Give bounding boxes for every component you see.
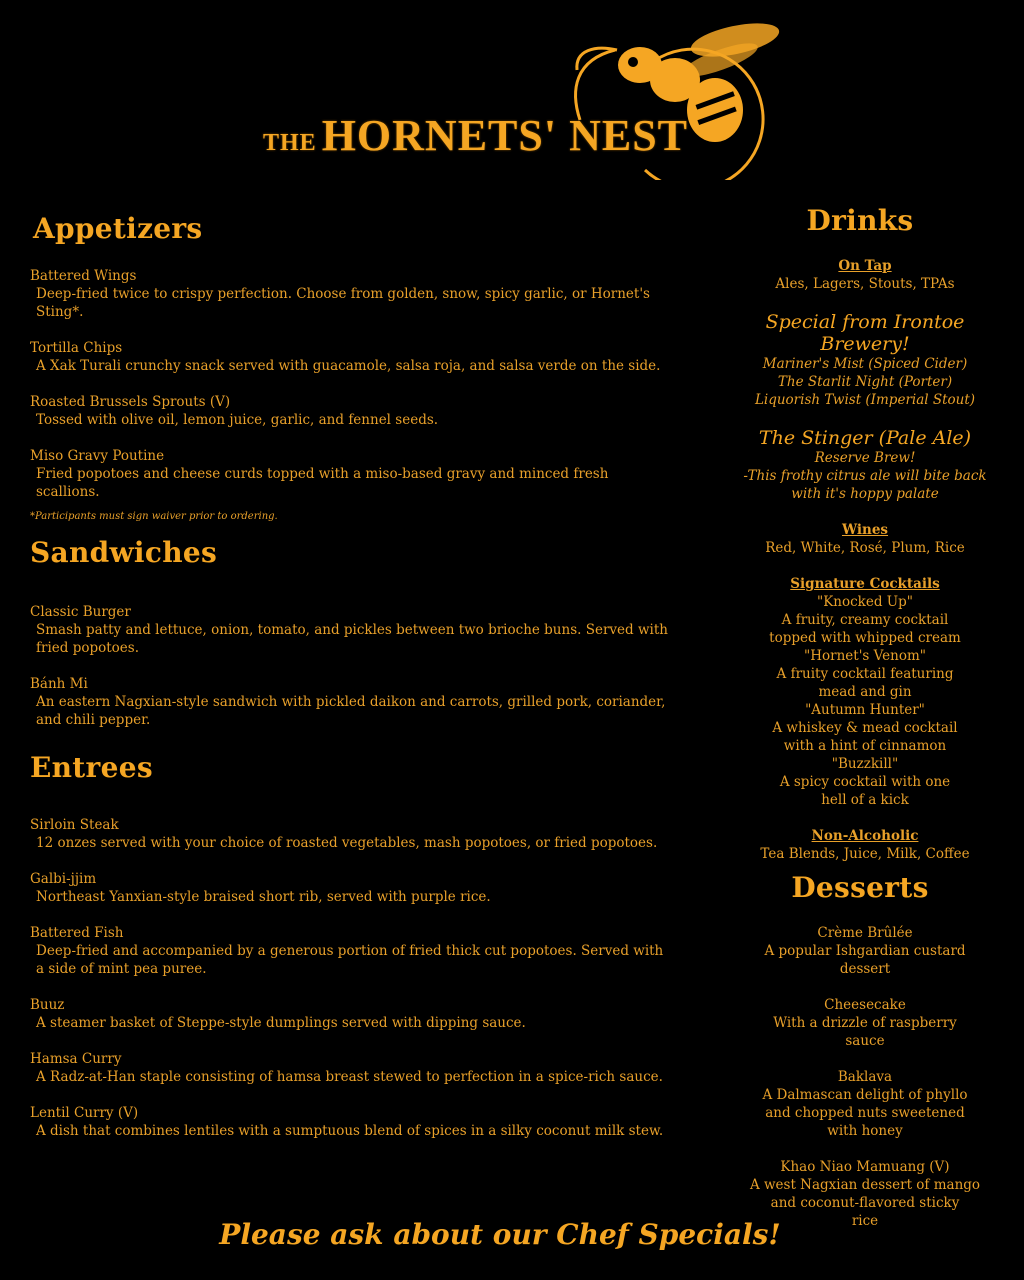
non-alcoholic-heading: Non-Alcoholic: [811, 828, 919, 844]
on-tap-text: Ales, Lagers, Stouts, TPAs: [775, 276, 955, 292]
cocktail-line: "Buzzkill": [831, 756, 899, 772]
cocktail-line: "Knocked Up": [816, 594, 913, 610]
menu-item: [30, 339, 670, 375]
dessert-item: [730, 996, 1000, 1050]
menu-item-description: 12 onzes served with your choice of roasted vegetables, mash popotoes, or fried popotoes.: [36, 835, 658, 851]
dessert-description-line: and coconut-flavored sticky: [770, 1195, 960, 1211]
cocktail-line: hell of a kick: [821, 792, 909, 808]
dessert-description-line: dessert: [839, 961, 891, 977]
menu-item: [30, 1104, 670, 1140]
special-line: Mariner's Mist (Spiced Cider): [762, 356, 968, 372]
menu-item: [30, 816, 670, 852]
drinks-heading: Drinks: [806, 204, 914, 237]
menu-item: [30, 996, 670, 1032]
menu-item-name: Buuz: [30, 997, 65, 1013]
entrees-heading: Entrees: [30, 751, 153, 784]
stinger-line: Reserve Brew!: [814, 450, 916, 466]
right-column: [730, 200, 1000, 1248]
cocktails-section: [730, 575, 1000, 809]
cocktail-line: A spicy cocktail with one: [779, 774, 951, 790]
menu-item-name: Miso Gravy Poutine: [30, 448, 165, 464]
menu-item-name: Galbi-jjim: [30, 871, 97, 887]
cocktail-line: A fruity, creamy cocktail: [781, 612, 949, 628]
cocktails-heading: Signature Cocktails: [790, 576, 940, 592]
menu-item-description: Deep-fried and accompanied by a generous portion of fried thick cut popotoes. Served with a side of mint pea puree.: [36, 943, 664, 977]
dessert-description-line: With a drizzle of raspberry: [773, 1015, 957, 1031]
menu-item: [30, 603, 670, 657]
non-alcoholic-section: [730, 827, 1000, 863]
cocktail-lines: [730, 593, 1000, 809]
dessert-description-line: sauce: [845, 1033, 885, 1049]
dessert-description-line: rice: [851, 1213, 879, 1229]
special-line: Liquorish Twist (Imperial Stout): [754, 392, 976, 408]
menu-item-description: A Radz-at-Han staple consisting of hamsa breast stewed to perfection in a spice-rich sauce.: [36, 1069, 663, 1085]
non-alcoholic-text: Tea Blends, Juice, Milk, Coffee: [760, 846, 970, 862]
chef-specials-footer: Please ask about our Chef Specials!: [219, 1218, 781, 1251]
menu-item: [30, 870, 670, 906]
stinger-section: [730, 427, 1000, 503]
menu-item: [30, 675, 670, 729]
dessert-name: Crème Brûlée: [817, 925, 913, 941]
logo-the: THE: [263, 130, 317, 156]
dessert-description-line: A popular Ishgardian custard: [764, 943, 966, 959]
cocktail-line: topped with whipped cream: [769, 630, 961, 646]
on-tap-heading: On Tap: [838, 258, 892, 274]
dessert-description-line: A west Nagxian dessert of mango: [749, 1177, 981, 1193]
cocktail-line: "Hornet's Venom": [804, 648, 926, 664]
appetizers-list: [30, 267, 670, 501]
menu-item-description: A Xak Turali crunchy snack served with guacamole, salsa roja, and salsa verde on the side.: [36, 358, 661, 374]
dessert-description-line: and chopped nuts sweetened: [765, 1105, 965, 1121]
wines-section: [730, 521, 1000, 557]
stinger-heading: The Stinger (Pale Ale): [758, 427, 972, 449]
menu-item-name: Bánh Mi: [30, 676, 88, 692]
menu-item: [30, 924, 670, 978]
special-line: The Starlit Night (Porter): [777, 374, 953, 390]
special-section: [730, 311, 1000, 409]
dessert-name: Baklava: [837, 1069, 893, 1085]
entrees-list: [30, 816, 670, 1140]
on-tap-section: [730, 257, 1000, 293]
menu-item-description: Northeast Yanxian-style braised short rib, served with purple rice.: [36, 889, 491, 905]
menu-item: [30, 393, 670, 429]
logo: [255, 10, 785, 185]
menu-item-description: An eastern Nagxian-style sandwich with pickled daikon and carrots, grilled pork, coriander, and chili pepper.: [36, 694, 666, 728]
desserts-heading: Desserts: [791, 871, 929, 904]
stinger-line: with it's hoppy palate: [791, 486, 939, 502]
menu-item-name: Hamsa Curry: [30, 1051, 122, 1067]
menu-item-name: Roasted Brussels Sprouts (V): [30, 394, 231, 410]
cocktail-line: "Autumn Hunter": [805, 702, 925, 718]
sandwiches-heading: Sandwiches: [30, 536, 218, 569]
dessert-name: Cheesecake: [824, 997, 906, 1013]
menu-item: [30, 447, 670, 501]
menu-item-name: Tortilla Chips: [30, 340, 123, 356]
dessert-item: [730, 1068, 1000, 1140]
dessert-name: Khao Niao Mamuang (V): [780, 1159, 950, 1175]
menu-item: [30, 1050, 670, 1086]
dessert-item: [730, 924, 1000, 978]
dessert-description-line: with honey: [827, 1123, 903, 1139]
wines-text: Red, White, Rosé, Plum, Rice: [765, 540, 965, 556]
appetizers-heading: Appetizers: [33, 212, 203, 245]
cocktail-line: A fruity cocktail featuring: [776, 666, 954, 682]
desserts-list: [730, 924, 1000, 1230]
sandwiches-list: [30, 603, 670, 729]
menu-item-name: Classic Burger: [30, 604, 131, 620]
waiver-note: *Participants must sign waiver prior to ordering.: [30, 511, 278, 522]
menu-item-name: Battered Fish: [30, 925, 124, 941]
special-heading: Special from Irontoe Brewery!: [765, 311, 965, 355]
menu-item-description: Fried popotoes and cheese curds topped with a miso-based gravy and minced fresh scallions.: [36, 466, 609, 500]
menu-item-name: Lentil Curry (V): [30, 1105, 139, 1121]
cocktail-line: A whiskey & mead cocktail: [772, 720, 958, 736]
menu-item-description: Smash patty and lettuce, onion, tomato, and pickles between two brioche buns. Served with fried popotoes.: [36, 622, 668, 656]
cocktail-line: mead and gin: [818, 684, 912, 700]
menu-item-description: Deep-fried twice to crispy perfection. Choose from golden, snow, spicy garlic, or Hornet's Sting*.: [36, 286, 650, 320]
stinger-line: -This frothy citrus ale will bite back: [743, 468, 987, 484]
dessert-description-line: A Dalmascan delight of phyllo: [762, 1087, 968, 1103]
cocktail-line: with a hint of cinnamon: [783, 738, 947, 754]
menu-item: [30, 267, 670, 321]
menu-item-name: Sirloin Steak: [30, 817, 119, 833]
menu-item-name: Battered Wings: [30, 268, 137, 284]
menu-item-description: Tossed with olive oil, lemon juice, garlic, and fennel seeds.: [36, 412, 439, 428]
wines-heading: Wines: [841, 522, 889, 538]
logo-wordmark: [263, 110, 688, 161]
menu-item-description: A steamer basket of Steppe-style dumplings served with dipping sauce.: [36, 1015, 526, 1031]
menu-item-description: A dish that combines lentiles with a sumptuous blend of spices in a silky coconut milk stew.: [36, 1123, 664, 1139]
left-column: [30, 200, 670, 1158]
logo-main: HORNETS' NEST: [321, 111, 689, 160]
